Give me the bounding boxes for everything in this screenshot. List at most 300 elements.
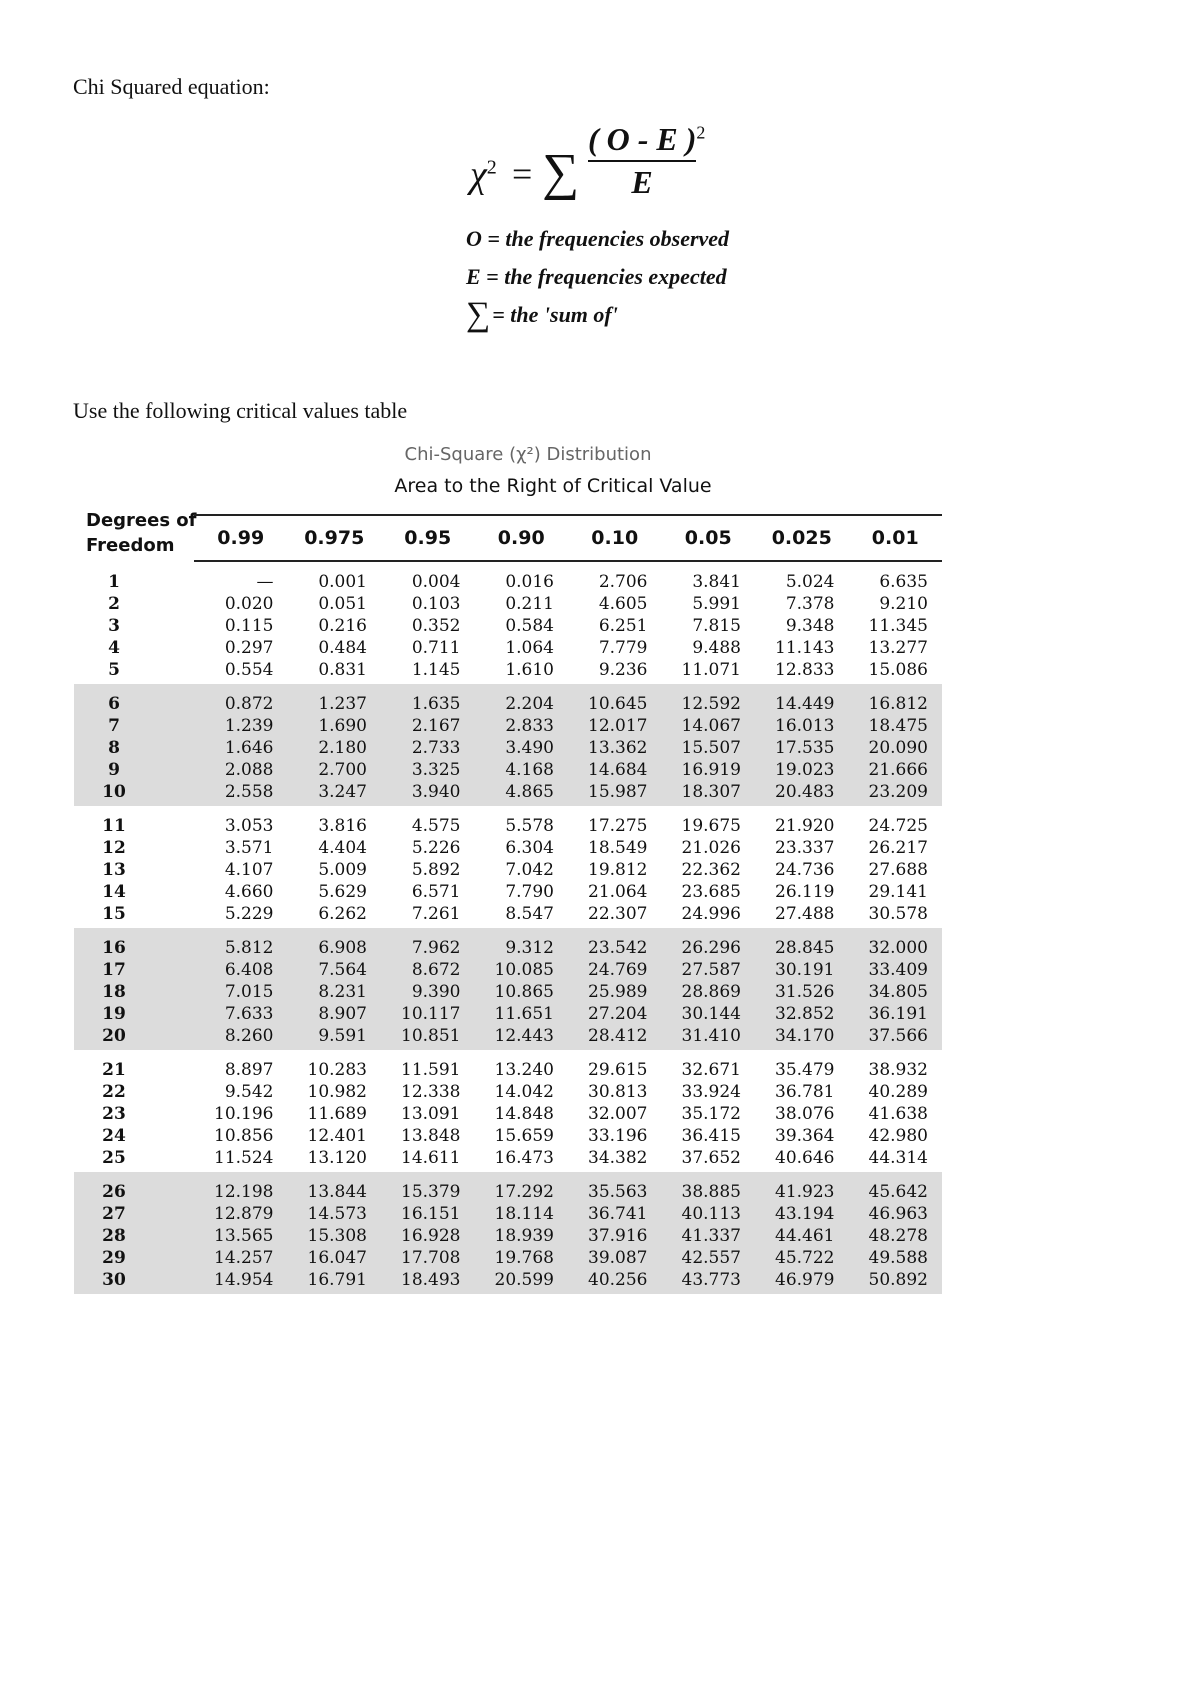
critical-value-cell: 31.526 bbox=[775, 982, 835, 1002]
critical-value-cell: 27.204 bbox=[588, 1004, 648, 1024]
critical-value-cell: 27.587 bbox=[681, 960, 741, 980]
critical-value-cell: 8.547 bbox=[505, 904, 554, 924]
critical-value-cell: 20.090 bbox=[868, 738, 928, 758]
column-header: 0.975 bbox=[304, 527, 365, 549]
critical-value-cell: 12.401 bbox=[307, 1126, 367, 1146]
critical-value-cell: 46.979 bbox=[775, 1270, 835, 1290]
critical-value-cell: 23.542 bbox=[588, 938, 648, 958]
critical-value-cell: 46.963 bbox=[868, 1204, 928, 1224]
critical-value-cell: 5.226 bbox=[411, 838, 461, 858]
critical-value-cell: 13.844 bbox=[307, 1182, 367, 1202]
critical-value-cell: 35.172 bbox=[681, 1104, 741, 1124]
critical-value-cell: 7.962 bbox=[411, 938, 461, 958]
degrees-of-freedom-cell: 24 bbox=[102, 1126, 126, 1146]
degrees-of-freedom-cell: 4 bbox=[108, 638, 120, 658]
critical-value-cell: 1.145 bbox=[411, 660, 461, 680]
critical-value-cell: 2.167 bbox=[411, 716, 461, 736]
critical-value-cell: 35.563 bbox=[588, 1182, 648, 1202]
critical-value-cell: 9.488 bbox=[692, 638, 741, 658]
column-header: 0.10 bbox=[591, 527, 639, 549]
critical-value-cell: 11.524 bbox=[214, 1148, 274, 1168]
critical-value-cell: 5.009 bbox=[318, 860, 367, 880]
critical-value-cell: 39.364 bbox=[775, 1126, 835, 1146]
critical-value-cell: 5.812 bbox=[224, 938, 274, 958]
critical-value-cell: 22.362 bbox=[681, 860, 741, 880]
critical-value-cell: 16.473 bbox=[494, 1148, 554, 1168]
critical-value-cell: 32.007 bbox=[588, 1104, 648, 1124]
table-row bbox=[74, 1003, 942, 1025]
degrees-of-freedom-cell: 14 bbox=[102, 882, 126, 902]
column-header: 0.95 bbox=[404, 527, 452, 549]
critical-value-cell: 21.064 bbox=[588, 882, 648, 902]
degrees-of-freedom-cell: 13 bbox=[102, 860, 126, 880]
critical-value-cell: 11.345 bbox=[868, 616, 928, 636]
critical-value-cell: 7.633 bbox=[224, 1004, 274, 1024]
critical-value-cell: 3.571 bbox=[224, 838, 274, 858]
critical-value-cell: 9.348 bbox=[785, 616, 835, 636]
degrees-of-freedom-cell: 29 bbox=[102, 1248, 126, 1268]
chi-square-table bbox=[74, 440, 942, 1294]
critical-value-cell: 32.671 bbox=[681, 1060, 741, 1080]
critical-value-cell: 14.611 bbox=[401, 1148, 461, 1168]
critical-value-cell: 40.289 bbox=[868, 1082, 928, 1102]
critical-value-cell: 7.564 bbox=[318, 960, 367, 980]
degrees-of-freedom-cell: 15 bbox=[102, 904, 126, 924]
critical-value-cell: 11.071 bbox=[681, 660, 741, 680]
critical-value-cell: 42.557 bbox=[681, 1248, 741, 1268]
critical-value-cell: 9.236 bbox=[598, 660, 648, 680]
critical-value-cell: 16.151 bbox=[401, 1204, 461, 1224]
table-row bbox=[74, 781, 942, 803]
critical-value-cell: 7.790 bbox=[505, 882, 554, 902]
critical-value-cell: 40.113 bbox=[681, 1204, 741, 1224]
critical-value-cell: 14.848 bbox=[494, 1104, 554, 1124]
critical-value-cell: 21.666 bbox=[868, 760, 928, 780]
critical-value-cell: 43.773 bbox=[681, 1270, 741, 1290]
table-row bbox=[74, 571, 942, 593]
table-row bbox=[74, 715, 942, 737]
table-row-group bbox=[74, 1050, 942, 1172]
critical-value-cell: 12.198 bbox=[214, 1182, 274, 1202]
critical-value-cell: 41.638 bbox=[868, 1104, 928, 1124]
critical-value-cell: 3.053 bbox=[224, 816, 274, 836]
critical-value-cell: 17.535 bbox=[775, 738, 835, 758]
table-row bbox=[74, 1203, 942, 1225]
critical-value-cell: 37.652 bbox=[681, 1148, 741, 1168]
degrees-of-freedom-cell: 19 bbox=[102, 1004, 126, 1024]
critical-value-cell: 12.338 bbox=[401, 1082, 461, 1102]
column-header: 0.99 bbox=[217, 527, 265, 549]
critical-value-cell: 2.204 bbox=[505, 694, 554, 714]
critical-value-cell: 0.872 bbox=[224, 694, 274, 714]
column-headers bbox=[194, 502, 942, 562]
degrees-of-freedom-cell: 11 bbox=[102, 816, 126, 836]
critical-value-cell: 38.885 bbox=[681, 1182, 741, 1202]
table-row bbox=[74, 1247, 942, 1269]
critical-value-cell: 28.412 bbox=[588, 1026, 648, 1046]
table-row-group bbox=[74, 684, 942, 806]
critical-value-cell: 5.629 bbox=[318, 882, 367, 902]
critical-value-cell: 32.000 bbox=[868, 938, 928, 958]
critical-value-cell: 35.479 bbox=[775, 1060, 835, 1080]
table-row-group bbox=[74, 806, 942, 928]
degrees-of-freedom-cell: 30 bbox=[102, 1270, 126, 1290]
critical-value-cell: 31.410 bbox=[681, 1026, 741, 1046]
critical-value-cell: 1.690 bbox=[318, 716, 367, 736]
critical-value-cell: 2.180 bbox=[318, 738, 367, 758]
critical-value-cell: 4.605 bbox=[598, 594, 648, 614]
critical-value-cell: 40.646 bbox=[775, 1148, 835, 1168]
table-row bbox=[74, 1147, 942, 1169]
degrees-of-freedom-cell: 16 bbox=[102, 938, 126, 958]
formula-numerator bbox=[588, 121, 706, 162]
critical-value-cell: 7.015 bbox=[224, 982, 274, 1002]
table-body bbox=[74, 562, 942, 1294]
critical-value-cell: 10.117 bbox=[401, 1004, 461, 1024]
critical-value-cell: 3.247 bbox=[318, 782, 367, 802]
table-row bbox=[74, 1081, 942, 1103]
critical-value-cell: 9.210 bbox=[879, 594, 928, 614]
critical-value-cell: 10.085 bbox=[494, 960, 554, 980]
critical-value-cell: 12.879 bbox=[214, 1204, 274, 1224]
critical-value-cell: 16.013 bbox=[775, 716, 835, 736]
critical-value-cell: 8.907 bbox=[318, 1004, 367, 1024]
critical-value-cell: 20.599 bbox=[494, 1270, 554, 1290]
critical-value-cell: 8.260 bbox=[224, 1026, 274, 1046]
critical-value-cell: 7.042 bbox=[505, 860, 554, 880]
critical-value-cell: 24.996 bbox=[681, 904, 741, 924]
critical-value-cell: 1.237 bbox=[318, 694, 367, 714]
critical-value-cell: 11.651 bbox=[494, 1004, 554, 1024]
header-bottom-rule bbox=[194, 560, 942, 562]
numerator-exponent: 2 bbox=[696, 122, 706, 143]
degrees-of-freedom-cell: 12 bbox=[102, 838, 126, 858]
critical-value-cell: 16.047 bbox=[307, 1248, 367, 1268]
critical-value-cell: 8.231 bbox=[318, 982, 367, 1002]
table-row bbox=[74, 637, 942, 659]
critical-value-cell: 30.191 bbox=[775, 960, 835, 980]
critical-value-cell: 36.415 bbox=[681, 1126, 741, 1146]
critical-value-cell: 28.869 bbox=[681, 982, 741, 1002]
critical-value-cell: 30.144 bbox=[681, 1004, 741, 1024]
critical-value-cell: 11.143 bbox=[775, 638, 835, 658]
critical-value-cell: 0.016 bbox=[505, 572, 554, 592]
critical-value-cell: 18.307 bbox=[681, 782, 741, 802]
degrees-of-freedom-cell: 2 bbox=[108, 594, 120, 614]
degrees-of-freedom-cell: 17 bbox=[102, 960, 126, 980]
critical-value-cell: 1.239 bbox=[224, 716, 274, 736]
critical-value-cell: 19.675 bbox=[681, 816, 741, 836]
definition-observed: O = the frequencies observed bbox=[466, 226, 730, 251]
degrees-of-freedom-cell: 8 bbox=[108, 738, 120, 758]
critical-value-cell: 14.684 bbox=[588, 760, 648, 780]
critical-value-cell: 9.591 bbox=[318, 1026, 367, 1046]
table-row-group bbox=[74, 1172, 942, 1294]
critical-value-cell: 37.916 bbox=[588, 1226, 648, 1246]
critical-value-cell: 2.558 bbox=[224, 782, 274, 802]
degrees-of-freedom-cell: 22 bbox=[102, 1082, 126, 1102]
critical-value-cell: 49.588 bbox=[868, 1248, 928, 1268]
critical-value-cell: 0.831 bbox=[318, 660, 367, 680]
critical-value-cell: 0.051 bbox=[318, 594, 367, 614]
critical-value-cell: 2.706 bbox=[598, 572, 648, 592]
critical-value-cell: 25.989 bbox=[588, 982, 648, 1002]
sigma-symbol: ∑ bbox=[542, 144, 580, 201]
critical-value-cell: 12.443 bbox=[494, 1026, 554, 1046]
critical-value-cell: 9.390 bbox=[411, 982, 461, 1002]
critical-value-cell: 2.833 bbox=[505, 716, 554, 736]
table-row bbox=[74, 981, 942, 1003]
critical-value-cell: 0.584 bbox=[505, 616, 554, 636]
column-header: 0.01 bbox=[871, 527, 919, 549]
critical-value-cell: 8.672 bbox=[411, 960, 461, 980]
intro-text: Chi Squared equation: bbox=[73, 74, 270, 99]
critical-value-cell: 14.449 bbox=[775, 694, 835, 714]
critical-value-cell: 13.362 bbox=[588, 738, 648, 758]
critical-value-cell: 18.549 bbox=[588, 838, 648, 858]
chi-squared-formula bbox=[470, 115, 730, 205]
table-row bbox=[74, 1125, 942, 1147]
critical-value-cell: 34.170 bbox=[775, 1026, 835, 1046]
table-row bbox=[74, 881, 942, 903]
critical-value-cell: 17.292 bbox=[494, 1182, 554, 1202]
critical-value-cell: 0.004 bbox=[411, 572, 461, 592]
critical-value-cell: 4.168 bbox=[505, 760, 554, 780]
definition-sigma-symbol: ∑ bbox=[466, 296, 491, 333]
critical-value-cell: 0.484 bbox=[318, 638, 367, 658]
critical-value-cell: 18.939 bbox=[494, 1226, 554, 1246]
critical-value-cell: 24.736 bbox=[775, 860, 835, 880]
critical-value-cell: 6.262 bbox=[318, 904, 367, 924]
critical-value-cell: 33.409 bbox=[868, 960, 928, 980]
critical-value-cell: 3.325 bbox=[411, 760, 461, 780]
table-row bbox=[74, 903, 942, 925]
critical-value-cell: 48.278 bbox=[868, 1226, 928, 1246]
critical-value-cell: 3.816 bbox=[318, 816, 367, 836]
definition-expected: E = the frequencies expected bbox=[466, 264, 727, 289]
critical-value-cell: 29.615 bbox=[588, 1060, 648, 1080]
critical-value-cell: 14.042 bbox=[494, 1082, 554, 1102]
critical-value-cell: 0.352 bbox=[411, 616, 461, 636]
critical-value-cell: 11.689 bbox=[307, 1104, 367, 1124]
critical-value-cell: 13.848 bbox=[401, 1126, 461, 1146]
critical-value-cell: 10.645 bbox=[588, 694, 648, 714]
degrees-of-freedom-cell: 7 bbox=[108, 716, 120, 736]
critical-value-cell: 4.575 bbox=[411, 816, 461, 836]
critical-value-cell: 28.845 bbox=[775, 938, 835, 958]
critical-value-cell: 4.404 bbox=[318, 838, 367, 858]
critical-value-cell: 39.087 bbox=[588, 1248, 648, 1268]
critical-value-cell: 7.815 bbox=[692, 616, 741, 636]
critical-value-cell: 5.578 bbox=[505, 816, 554, 836]
critical-value-cell: 1.635 bbox=[411, 694, 461, 714]
critical-value-cell: 23.337 bbox=[775, 838, 835, 858]
critical-value-cell: 4.660 bbox=[224, 882, 274, 902]
critical-value-cell: 10.283 bbox=[307, 1060, 367, 1080]
critical-value-cell: 23.209 bbox=[868, 782, 928, 802]
table-row bbox=[74, 1181, 942, 1203]
critical-value-cell: 14.573 bbox=[307, 1204, 367, 1224]
critical-value-cell: 9.542 bbox=[224, 1082, 274, 1102]
critical-value-cell: 7.261 bbox=[411, 904, 461, 924]
numerator-text: ( O - E ) bbox=[588, 121, 697, 157]
critical-value-cell: 6.304 bbox=[505, 838, 554, 858]
critical-value-cell: 24.725 bbox=[868, 816, 928, 836]
critical-value-cell: 18.493 bbox=[401, 1270, 461, 1290]
critical-value-cell: 8.897 bbox=[224, 1060, 274, 1080]
critical-value-cell: 1.610 bbox=[505, 660, 554, 680]
table-row bbox=[74, 1225, 942, 1247]
table-row bbox=[74, 859, 942, 881]
critical-value-cell: 15.659 bbox=[494, 1126, 554, 1146]
definition-sum-text: = the 'sum of' bbox=[492, 302, 618, 327]
critical-value-cell: 14.067 bbox=[681, 716, 741, 736]
critical-value-cell: 29.141 bbox=[868, 882, 928, 902]
critical-value-cell: 34.805 bbox=[868, 982, 928, 1002]
critical-value-cell: 4.865 bbox=[505, 782, 554, 802]
table-row bbox=[74, 659, 942, 681]
critical-value-cell: 22.307 bbox=[588, 904, 648, 924]
critical-value-cell: 6.908 bbox=[318, 938, 367, 958]
critical-value-cell: 15.379 bbox=[401, 1182, 461, 1202]
column-header: 0.025 bbox=[771, 527, 832, 549]
table-row bbox=[74, 937, 942, 959]
definition-sum bbox=[466, 296, 729, 334]
critical-value-cell: 45.642 bbox=[868, 1182, 928, 1202]
critical-value-cell: 18.114 bbox=[494, 1204, 554, 1224]
degrees-of-freedom-cell: 23 bbox=[102, 1104, 126, 1124]
degrees-of-freedom-cell: 20 bbox=[102, 1026, 126, 1046]
critical-value-cell: 6.571 bbox=[411, 882, 461, 902]
critical-value-cell: 10.856 bbox=[214, 1126, 274, 1146]
critical-value-cell: 19.023 bbox=[775, 760, 835, 780]
formula-denominator: E bbox=[631, 164, 653, 200]
critical-value-cell: 36.781 bbox=[775, 1082, 835, 1102]
critical-value-cell: 17.275 bbox=[588, 816, 648, 836]
critical-value-cell: 0.103 bbox=[411, 594, 461, 614]
critical-value-cell: 15.987 bbox=[588, 782, 648, 802]
critical-value-cell: 2.700 bbox=[318, 760, 367, 780]
critical-value-cell: 0.020 bbox=[224, 594, 274, 614]
row-header-line1: Degrees of bbox=[86, 510, 197, 531]
table-row bbox=[74, 759, 942, 781]
critical-value-cell: 27.688 bbox=[868, 860, 928, 880]
degrees-of-freedom-cell: 27 bbox=[102, 1204, 126, 1224]
critical-value-cell: 5.892 bbox=[411, 860, 461, 880]
critical-value-cell: 33.196 bbox=[588, 1126, 648, 1146]
critical-value-cell: 12.833 bbox=[775, 660, 835, 680]
formula-definitions bbox=[466, 220, 729, 334]
critical-value-cell: 24.769 bbox=[588, 960, 648, 980]
table-row-group bbox=[74, 928, 942, 1050]
table-row bbox=[74, 693, 942, 715]
critical-value-cell: 43.194 bbox=[775, 1204, 835, 1224]
critical-value-cell: 0.001 bbox=[318, 572, 367, 592]
degrees-of-freedom-cell: 28 bbox=[102, 1226, 126, 1246]
critical-value-cell: 21.920 bbox=[775, 816, 835, 836]
critical-value-cell: 2.733 bbox=[411, 738, 461, 758]
critical-value-cell: 26.119 bbox=[775, 882, 835, 902]
critical-value-cell: 50.892 bbox=[868, 1270, 928, 1290]
critical-value-cell: 5.024 bbox=[785, 572, 835, 592]
critical-value-cell: 30.578 bbox=[868, 904, 928, 924]
critical-value-cell: 16.791 bbox=[307, 1270, 367, 1290]
critical-value-cell: 32.852 bbox=[775, 1004, 835, 1024]
table-row bbox=[74, 1059, 942, 1081]
chi-exponent: 2 bbox=[486, 156, 497, 179]
critical-value-cell: 10.851 bbox=[401, 1026, 461, 1046]
critical-value-cell: 0.711 bbox=[411, 638, 461, 658]
critical-value-cell: 3.490 bbox=[505, 738, 554, 758]
critical-value-cell: 16.919 bbox=[681, 760, 741, 780]
table-subtitle: Area to the Right of Critical Value bbox=[394, 475, 712, 497]
critical-value-cell: 6.408 bbox=[224, 960, 274, 980]
degrees-of-freedom-cell: 25 bbox=[102, 1148, 126, 1168]
critical-value-cell: 10.196 bbox=[214, 1104, 274, 1124]
critical-value-cell: 5.229 bbox=[224, 904, 274, 924]
critical-value-cell: 12.017 bbox=[588, 716, 648, 736]
table-row-group bbox=[74, 562, 942, 684]
degrees-of-freedom-cell: 21 bbox=[102, 1060, 126, 1080]
critical-value-cell: 33.924 bbox=[681, 1082, 741, 1102]
degrees-of-freedom-cell: 6 bbox=[108, 694, 120, 714]
formula-fraction bbox=[588, 121, 706, 201]
table-header bbox=[74, 502, 942, 562]
equals-sign: = bbox=[512, 154, 533, 194]
critical-value-cell: 45.722 bbox=[775, 1248, 835, 1268]
critical-value-cell: 34.382 bbox=[588, 1148, 648, 1168]
critical-value-cell: 0.297 bbox=[224, 638, 274, 658]
table-row bbox=[74, 615, 942, 637]
chi-symbol-letter: χ bbox=[470, 154, 487, 196]
critical-value-cell: 0.211 bbox=[505, 594, 554, 614]
critical-value-cell: 40.256 bbox=[588, 1270, 648, 1290]
critical-value-cell: 6.635 bbox=[879, 572, 928, 592]
chi-symbol bbox=[470, 153, 497, 197]
critical-value-cell: 41.337 bbox=[681, 1226, 741, 1246]
instruction-text: Use the following critical values table bbox=[73, 398, 408, 423]
critical-value-cell: 0.115 bbox=[224, 616, 274, 636]
critical-value-cell: 11.591 bbox=[401, 1060, 461, 1080]
critical-value-cell: 2.088 bbox=[224, 760, 274, 780]
critical-value-cell: 26.296 bbox=[681, 938, 741, 958]
critical-value-cell: 7.378 bbox=[785, 594, 835, 614]
critical-value-cell: 36.191 bbox=[868, 1004, 928, 1024]
critical-value-cell: 44.314 bbox=[868, 1148, 928, 1168]
critical-value-cell: 3.841 bbox=[692, 572, 741, 592]
critical-value-cell: 44.461 bbox=[775, 1226, 835, 1246]
critical-value-cell: 18.475 bbox=[868, 716, 928, 736]
degrees-of-freedom-cell: 18 bbox=[102, 982, 126, 1002]
critical-value-cell: 7.779 bbox=[598, 638, 648, 658]
critical-value-cell: 23.685 bbox=[681, 882, 741, 902]
critical-value-cell: 6.251 bbox=[598, 616, 648, 636]
table-row bbox=[74, 815, 942, 837]
critical-value-cell: 0.216 bbox=[318, 616, 367, 636]
row-header-label bbox=[86, 508, 197, 558]
critical-value-cell: 41.923 bbox=[775, 1182, 835, 1202]
degrees-of-freedom-cell: 9 bbox=[108, 760, 120, 780]
table-row bbox=[74, 959, 942, 981]
critical-value-cell: 42.980 bbox=[868, 1126, 928, 1146]
critical-value-cell: 16.928 bbox=[401, 1226, 461, 1246]
column-header: 0.05 bbox=[684, 527, 732, 549]
table-row bbox=[74, 1269, 942, 1291]
critical-value-cell: 37.566 bbox=[868, 1026, 928, 1046]
critical-value-cell: 13.565 bbox=[214, 1226, 274, 1246]
table-row bbox=[74, 1025, 942, 1047]
critical-value-cell: 17.708 bbox=[401, 1248, 461, 1268]
